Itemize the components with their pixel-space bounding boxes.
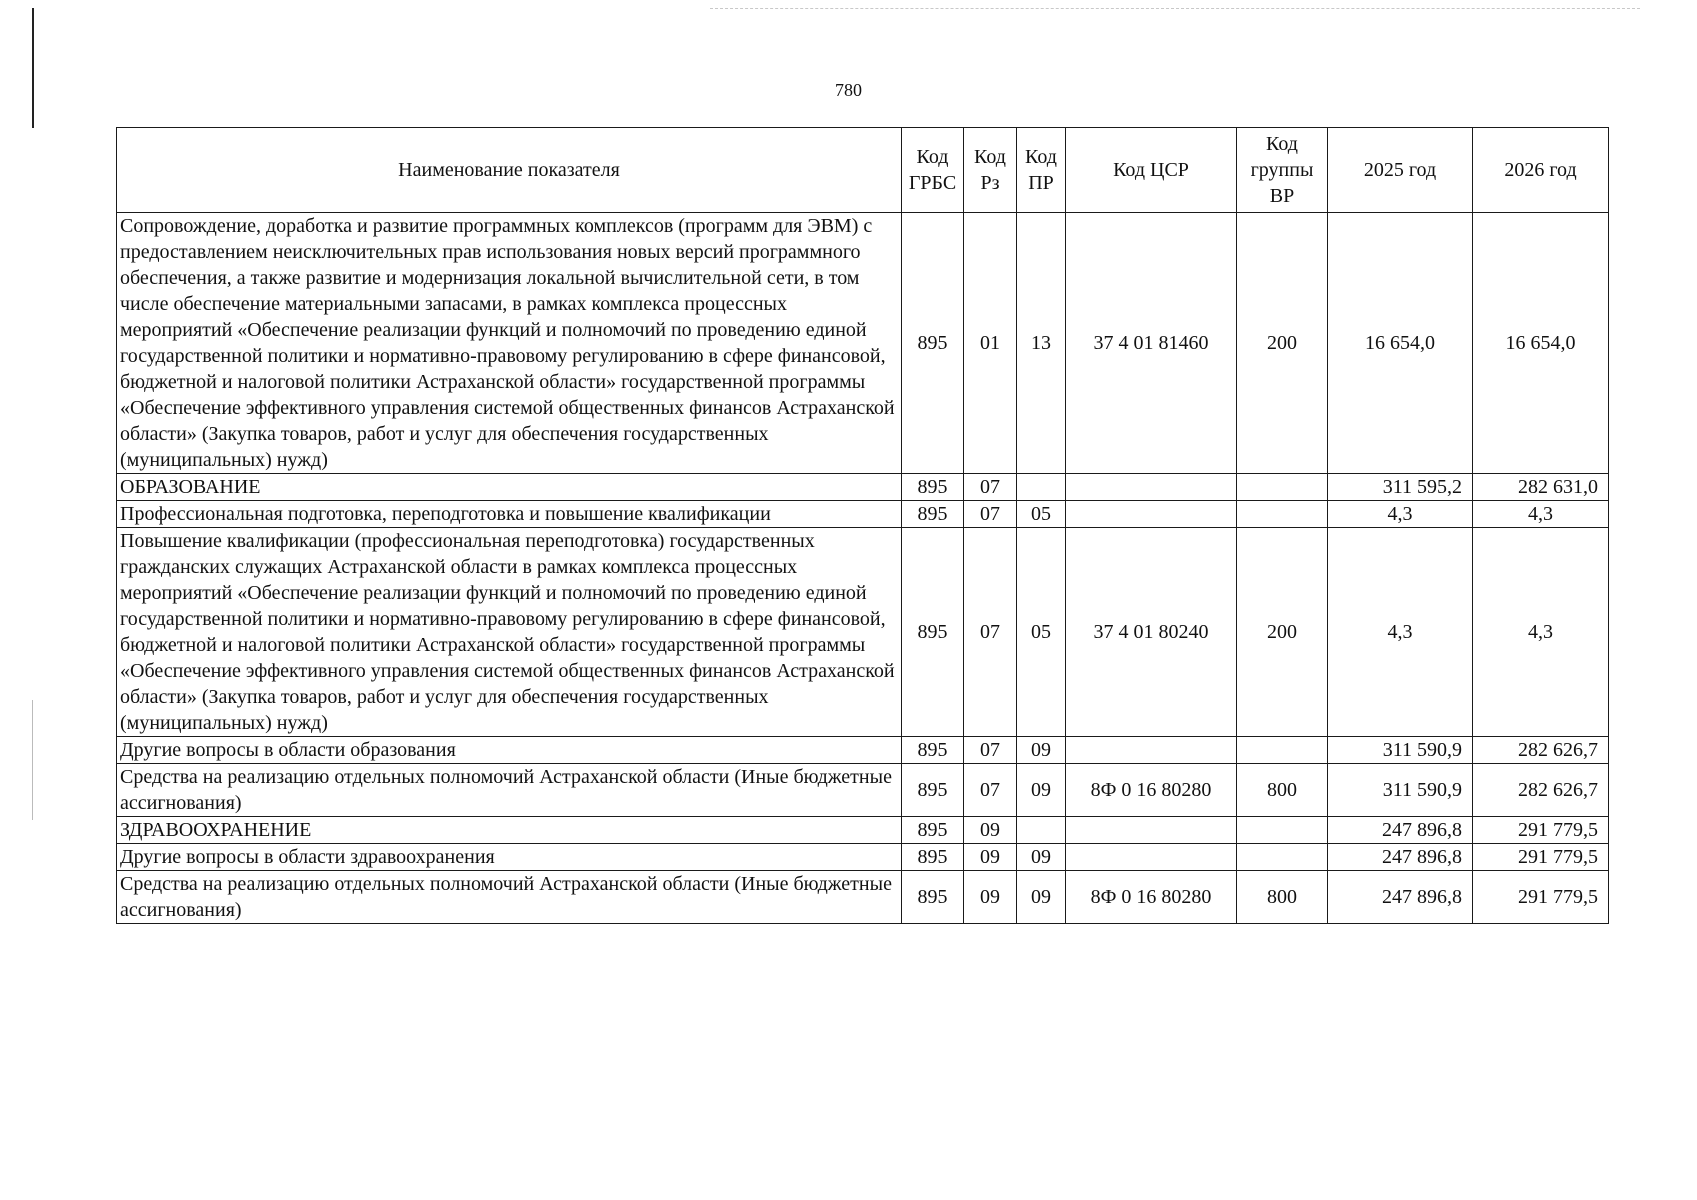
page-number: 780 xyxy=(835,80,862,100)
table-row xyxy=(117,764,1609,817)
row-pr xyxy=(1017,474,1066,501)
row-2025: 311 590,9 xyxy=(1328,764,1473,817)
row-grbs: 895 xyxy=(902,871,964,924)
row-grbs: 895 xyxy=(902,817,964,844)
row-grbs: 895 xyxy=(902,474,964,501)
row-2026: 291 779,5 xyxy=(1473,871,1609,924)
row-name: Средства на реализацию отдельных полномочий Астраханской области (Иные бюджетные ассигнования) xyxy=(117,871,902,924)
row-2026: 282 631,0 xyxy=(1473,474,1609,501)
row-vr xyxy=(1237,844,1328,871)
row-2025: 311 595,2 xyxy=(1328,474,1473,501)
row-csr: 8Ф 0 16 80280 xyxy=(1066,764,1237,817)
table-row xyxy=(117,844,1609,871)
row-pr xyxy=(1017,817,1066,844)
row-rz: 09 xyxy=(964,817,1017,844)
row-name: Другие вопросы в области здравоохранения xyxy=(117,844,902,871)
row-rz: 07 xyxy=(964,474,1017,501)
row-2025: 247 896,8 xyxy=(1328,817,1473,844)
table-row xyxy=(117,737,1609,764)
row-2025: 311 590,9 xyxy=(1328,737,1473,764)
table-row xyxy=(117,871,1609,924)
row-rz: 09 xyxy=(964,871,1017,924)
table-header-row xyxy=(117,128,1609,213)
header-2026: 2026 год xyxy=(1473,128,1609,213)
row-csr: 37 4 01 80240 xyxy=(1066,528,1237,737)
top-scan-edge xyxy=(710,8,1640,9)
row-vr xyxy=(1237,737,1328,764)
row-2025: 247 896,8 xyxy=(1328,844,1473,871)
row-name: Средства на реализацию отдельных полномочий Астраханской области (Иные бюджетные ассигнования) xyxy=(117,764,902,817)
row-name: ЗДРАВООХРАНЕНИЕ xyxy=(117,817,902,844)
row-csr: 37 4 01 81460 xyxy=(1066,213,1237,474)
header-csr: Код ЦСР xyxy=(1066,128,1237,213)
row-grbs: 895 xyxy=(902,844,964,871)
row-2026: 291 779,5 xyxy=(1473,844,1609,871)
row-vr xyxy=(1237,474,1328,501)
header-grbs: Код ГРБС xyxy=(902,128,964,213)
budget-table xyxy=(116,127,1609,924)
row-grbs: 895 xyxy=(902,764,964,817)
row-2026: 4,3 xyxy=(1473,528,1609,737)
row-pr: 13 xyxy=(1017,213,1066,474)
row-pr: 05 xyxy=(1017,501,1066,528)
row-name: Профессиональная подготовка, переподготовка и повышение квалификации xyxy=(117,501,902,528)
row-vr: 800 xyxy=(1237,764,1328,817)
row-2025: 16 654,0 xyxy=(1328,213,1473,474)
row-rz: 07 xyxy=(964,764,1017,817)
header-name: Наименование показателя xyxy=(117,128,902,213)
row-grbs: 895 xyxy=(902,528,964,737)
row-grbs: 895 xyxy=(902,737,964,764)
header-rz: Код Рз xyxy=(964,128,1017,213)
left-margin-line xyxy=(32,8,34,128)
row-rz: 07 xyxy=(964,737,1017,764)
row-vr xyxy=(1237,501,1328,528)
row-rz: 07 xyxy=(964,528,1017,737)
row-grbs: 895 xyxy=(902,213,964,474)
header-2025: 2025 год xyxy=(1328,128,1473,213)
table-row xyxy=(117,528,1609,737)
row-name: Другие вопросы в области образования xyxy=(117,737,902,764)
row-2025: 4,3 xyxy=(1328,501,1473,528)
row-csr: 8Ф 0 16 80280 xyxy=(1066,871,1237,924)
row-csr xyxy=(1066,817,1237,844)
row-vr: 800 xyxy=(1237,871,1328,924)
row-vr: 200 xyxy=(1237,528,1328,737)
row-rz: 09 xyxy=(964,844,1017,871)
row-pr: 09 xyxy=(1017,844,1066,871)
row-vr xyxy=(1237,817,1328,844)
row-pr: 09 xyxy=(1017,764,1066,817)
row-csr xyxy=(1066,501,1237,528)
left-margin-faint-line xyxy=(32,700,33,820)
table-row xyxy=(117,817,1609,844)
row-rz: 07 xyxy=(964,501,1017,528)
row-name: Повышение квалификации (профессиональная переподготовка) государственных гражданских служащих Астраханской области в рамках комплекса процессных мероприятий «Обеспечение реализации функций и полномочий по проведению единой государственной политики и нормативно-правовому регулированию в сфере финансовой, бюджетной и налоговой политики Астраханской области» государственной программы «Обеспечение эффективного управления системой общественных финансов Астраханской области» (Закупка товаров, работ и услуг для обеспечения государственных (муниципальных) нужд) xyxy=(117,528,902,737)
row-vr: 200 xyxy=(1237,213,1328,474)
table-row xyxy=(117,501,1609,528)
row-2026: 291 779,5 xyxy=(1473,817,1609,844)
header-pr: Код ПР xyxy=(1017,128,1066,213)
row-pr: 05 xyxy=(1017,528,1066,737)
row-csr xyxy=(1066,737,1237,764)
row-2026: 282 626,7 xyxy=(1473,737,1609,764)
row-2026: 4,3 xyxy=(1473,501,1609,528)
row-grbs: 895 xyxy=(902,501,964,528)
table-row xyxy=(117,213,1609,474)
row-csr xyxy=(1066,474,1237,501)
row-rz: 01 xyxy=(964,213,1017,474)
header-vr: Код группы ВР xyxy=(1237,128,1328,213)
row-2026: 16 654,0 xyxy=(1473,213,1609,474)
row-csr xyxy=(1066,844,1237,871)
row-pr: 09 xyxy=(1017,737,1066,764)
row-name: ОБРАЗОВАНИЕ xyxy=(117,474,902,501)
row-2025: 247 896,8 xyxy=(1328,871,1473,924)
row-pr: 09 xyxy=(1017,871,1066,924)
row-name: Сопровождение, доработка и развитие программных комплексов (программ для ЭВМ) с предоставлением неисключительных прав использования новых версий программного обеспечения, а также развитие и модернизация локальной вычислительной сети, в том числе обеспечение материальными запасами, в рамках комплекса процессных мероприятий «Обеспечение реализации функций и полномочий по проведению единой государственной политики и нормативно-правовому регулированию в сфере финансовой, бюджетной и налоговой политики Астраханской области» государственной программы «Обеспечение эффективного управления системой общественных финансов Астраханской области» (Закупка товаров, работ и услуг для обеспечения государственных (муниципальных) нужд) xyxy=(117,213,902,474)
row-2025: 4,3 xyxy=(1328,528,1473,737)
row-2026: 282 626,7 xyxy=(1473,764,1609,817)
table-row xyxy=(117,474,1609,501)
